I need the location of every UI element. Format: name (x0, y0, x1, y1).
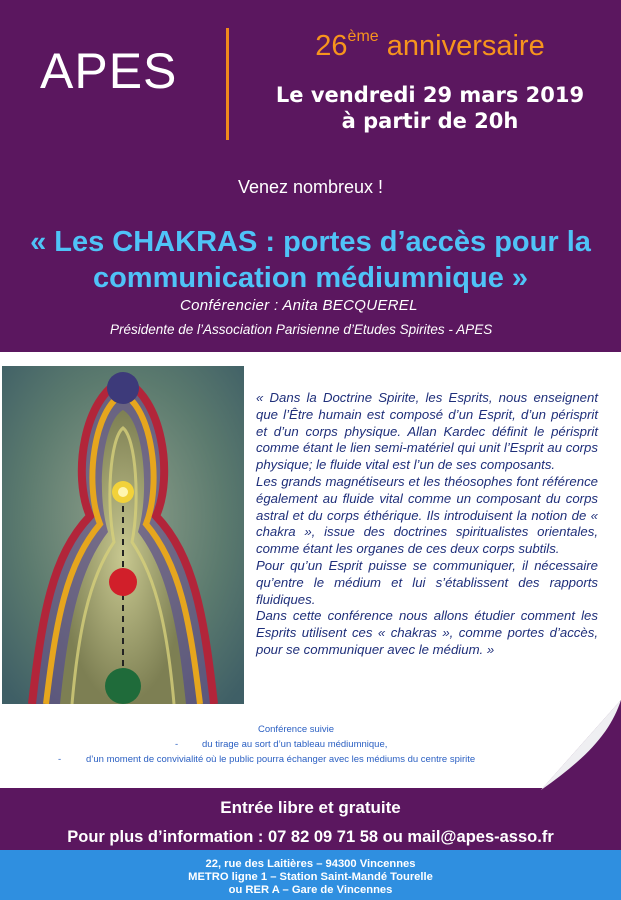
quote-paragraph-2: Les grands magnétiseurs et les théosophes font référence également au fluide vital comme un composant du corps astral et du corps éthérique. Ils introduisent la notion de « chakra », issue des doctrines spiritualistes orientales, comme étant les organes de ces deux corps subtils. (256, 473, 598, 557)
invitation-text: Venez nombreux ! (237, 177, 384, 197)
title-line-2: communication médiumnique » (92, 262, 529, 294)
org-name: APES (40, 43, 178, 99)
quote-paragraph-3: Pour qu’un Esprit puisse se communiquer, il nécessaire qu’entre le médium et lui s’établissent des rapports fluidiques. (256, 557, 598, 607)
page-curl (541, 700, 621, 790)
header-divider (226, 28, 229, 140)
followup-bullet: - (58, 754, 62, 765)
chakra-painting (2, 366, 244, 704)
quote-paragraph-1: « Dans la Doctrine Spirite, les Esprits, nous enseignent que l’Être humain est composé d’un Esprit, d’un périsprit et d’un corps physique. Allan Kardec définit le périsprit comme étant le lien semi-matériel qui unit l’Esprit au corps physique; le fluide vital est l’un de ses composants. (256, 390, 598, 473)
anniversary-word: anniversaire (386, 30, 545, 62)
date-line-1: Le vendredi 29 mars 2019 (275, 83, 585, 107)
contact-info: Pour plus d’information : 07 82 09 71 58 ou mail@apes-asso.fr (67, 828, 554, 846)
quote-paragraph-4: Dans cette conférence nous allons étudier comment les Esprits utilisent ces « chakras », comme portes d’accès, pour se communiquer avec le médium. » (256, 608, 598, 657)
title-line-1: « Les CHAKRAS : portes d’accès pour la (30, 226, 591, 258)
address-line-1: 22, rue des Laitières – 94300 Vincennes (205, 858, 416, 870)
date-line-2: à partir de 20h (341, 109, 519, 133)
address-block (0, 858, 621, 897)
followup-item-2: d’un moment de convivialité où le public pourra échanger avec les médiums du centre spirite (86, 754, 476, 765)
followup-item-1: du tirage au sort d’un tableau médiumnique, (202, 739, 388, 750)
speaker-name: Conférencier : Anita BECQUEREL (180, 297, 418, 314)
entry-notice: Entrée libre et gratuite (220, 798, 401, 817)
address-line-2: METRO ligne 1 – Station Saint-Mandé Tourelle (188, 871, 433, 883)
speaker-role: Présidente de l’Association Parisienne d’Etudes Spirites - APES (110, 322, 493, 337)
event-date (240, 82, 620, 134)
anniversary-number: 26 (315, 30, 348, 62)
address-line-3: ou RER A – Gare de Vincennes (228, 884, 393, 896)
quote-text (256, 390, 598, 659)
followup-heading: Conférence suivie (258, 724, 335, 735)
followup-bullet: - (175, 739, 179, 750)
anniversary-heading (240, 30, 620, 63)
anniversary-suffix: ème (347, 28, 379, 46)
conference-title (10, 224, 611, 296)
